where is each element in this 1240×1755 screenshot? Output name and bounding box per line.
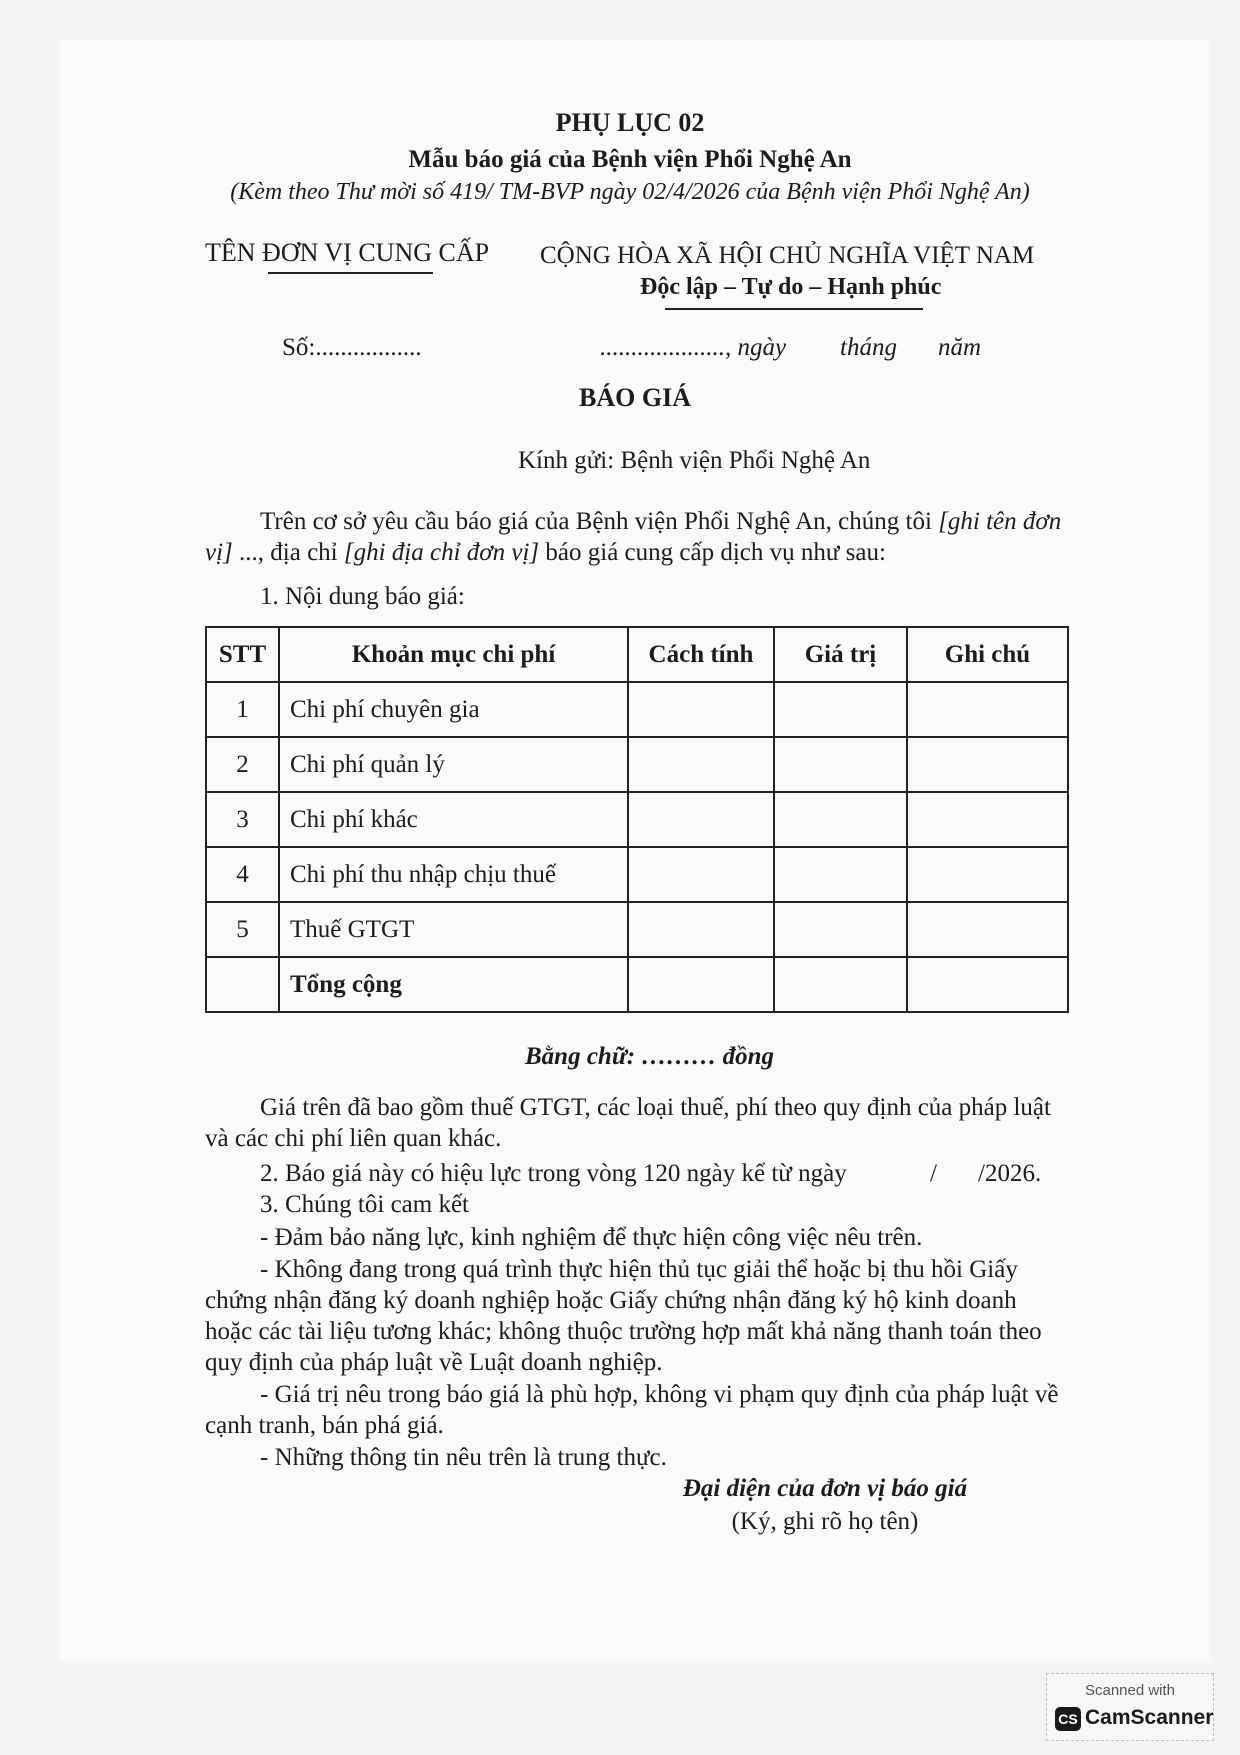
commitment-item: - Những thông tin nêu trên là trung thực. <box>260 1444 667 1471</box>
national-title: CỘNG HÒA XÃ HỘI CHỦ NGHĨA VIỆT NAM <box>540 242 1035 269</box>
validity-slash: / <box>930 1160 937 1187</box>
quote-table <box>205 626 1069 1013</box>
validity-year: /2026. <box>978 1160 1042 1187</box>
row-stt <box>206 957 279 1012</box>
header-value: Giá trị <box>774 627 907 682</box>
table-row <box>206 737 1068 792</box>
signature-note: (Ký, ghi rõ họ tên) <box>731 1508 919 1535</box>
row-value-cell <box>774 902 907 957</box>
commitment-item: - Đảm bảo năng lực, kinh nghiệm để thực hiện công việc nêu trên. <box>260 1224 923 1251</box>
recipient-line: Kính gửi: Bệnh viện Phổi Nghệ An <box>518 447 871 474</box>
document-title: BÁO GIÁ <box>579 383 691 412</box>
row-note-cell <box>907 902 1068 957</box>
row-cost-item: Chi phí chuyên gia <box>279 682 628 737</box>
document-number: Số:................. <box>282 334 422 361</box>
national-motto: Độc lập – Tự do – Hạnh phúc <box>640 274 942 300</box>
row-note-cell <box>907 737 1068 792</box>
commitment-heading: 3. Chúng tôi cam kết <box>260 1191 469 1218</box>
row-value-cell <box>774 682 907 737</box>
commitment-item: - Giá trị nêu trong báo giá là phù hợp, không vi phạm quy định của pháp luật về cạnh tranh, bán phá giá. <box>205 1381 1059 1439</box>
amount-in-words: Bằng chữ: ……… đồng <box>525 1043 775 1070</box>
row-stt: 5 <box>206 902 279 957</box>
row-stt: 4 <box>206 847 279 902</box>
supplier-unit-name: TÊN ĐƠN VỊ CUNG CẤP <box>205 238 490 267</box>
reference-line: (Kèm theo Thư mời số 419/ TM-BVP ngày 02/4/2026 của Bệnh viện Phổi Nghệ An) <box>230 179 1030 205</box>
intro-text-2: ..., địa chỉ <box>232 539 344 566</box>
intro-address-placeholder: [ghi địa chỉ đơn vị] <box>343 539 540 566</box>
row-note-cell <box>907 682 1068 737</box>
row-cost-item: Chi phí thu nhập chịu thuế <box>279 847 628 902</box>
date-year: năm <box>938 334 982 361</box>
row-calculation-cell <box>628 957 774 1012</box>
header-stt: STT <box>206 627 279 682</box>
camscanner-watermark <box>1046 1673 1214 1741</box>
intro-unit-placeholder: [ghi tên đơn vị] <box>205 508 1062 566</box>
commitment-item: - Không đang trong quá trình thực hiện thủ tục giải thể hoặc bị thu hồi Giấy chứng nhận đăng ký doanh nghiệp hoặc Giấy chứng nhận đăng ký hộ kinh doanh hoặc các tài liệu tương khác; không thuộc trường hợp mất khả năng thanh toán theo quy định của pháp luật về Luật doanh nghiệp. <box>205 1256 1042 1376</box>
table-row <box>206 902 1068 957</box>
header-note: Ghi chú <box>907 627 1068 682</box>
table-header-row <box>206 627 1068 682</box>
intro-paragraph <box>205 506 1070 568</box>
signature-title: Đại diện của đơn vị báo giá <box>682 1475 968 1502</box>
date-month: tháng <box>840 334 897 361</box>
intro-text-3: báo giá cung cấp dịch vụ như sau: <box>539 539 886 566</box>
row-cost-item: Chi phí khác <box>279 792 628 847</box>
row-calculation-cell <box>628 847 774 902</box>
validity-line: 2. Báo giá này có hiệu lực trong vòng 120 ngày kể từ ngày <box>260 1160 847 1187</box>
motto-underline <box>665 308 923 310</box>
scanned-with-label: Scanned with <box>1084 1682 1176 1699</box>
row-note-cell <box>907 957 1068 1012</box>
camscanner-brand: CamScanner <box>1085 1706 1214 1729</box>
appendix-title: PHỤ LỤC 02 <box>555 108 705 137</box>
header-calculation: Cách tính <box>628 627 774 682</box>
row-stt: 2 <box>206 737 279 792</box>
form-title: Mẫu báo giá của Bệnh viện Phổi Nghệ An <box>408 146 852 173</box>
unit-name-underline <box>268 272 433 274</box>
row-value-cell <box>774 957 907 1012</box>
row-calculation-cell <box>628 792 774 847</box>
date-line: ...................., ngày <box>600 334 787 361</box>
row-calculation-cell <box>628 737 774 792</box>
table-row <box>206 792 1068 847</box>
price-note: Giá trên đã bao gồm thuế GTGT, các loại thuế, phí theo quy định của pháp luật và các chi phí liên quan khác. <box>205 1094 1051 1152</box>
intro-text-1: Trên cơ sở yêu cầu báo giá của Bệnh viện Phổi Nghệ An, chúng tôi <box>260 508 939 535</box>
row-note-cell <box>907 847 1068 902</box>
row-cost-item: Thuế GTGT <box>279 902 628 957</box>
row-calculation-cell <box>628 682 774 737</box>
row-cost-item: Tổng cộng <box>279 957 628 1012</box>
table-row <box>206 847 1068 902</box>
header-cost-item: Khoản mục chi phí <box>279 627 628 682</box>
row-cost-item: Chi phí quản lý <box>279 737 628 792</box>
row-calculation-cell <box>628 902 774 957</box>
row-stt: 1 <box>206 682 279 737</box>
camscanner-logo-icon: CS <box>1055 1707 1081 1731</box>
row-value-cell <box>774 792 907 847</box>
table-row <box>206 682 1068 737</box>
row-value-cell <box>774 737 907 792</box>
section-1-heading: 1. Nội dung báo giá: <box>260 583 465 610</box>
table-total-row <box>206 957 1068 1012</box>
row-stt: 3 <box>206 792 279 847</box>
row-note-cell <box>907 792 1068 847</box>
row-value-cell <box>774 847 907 902</box>
